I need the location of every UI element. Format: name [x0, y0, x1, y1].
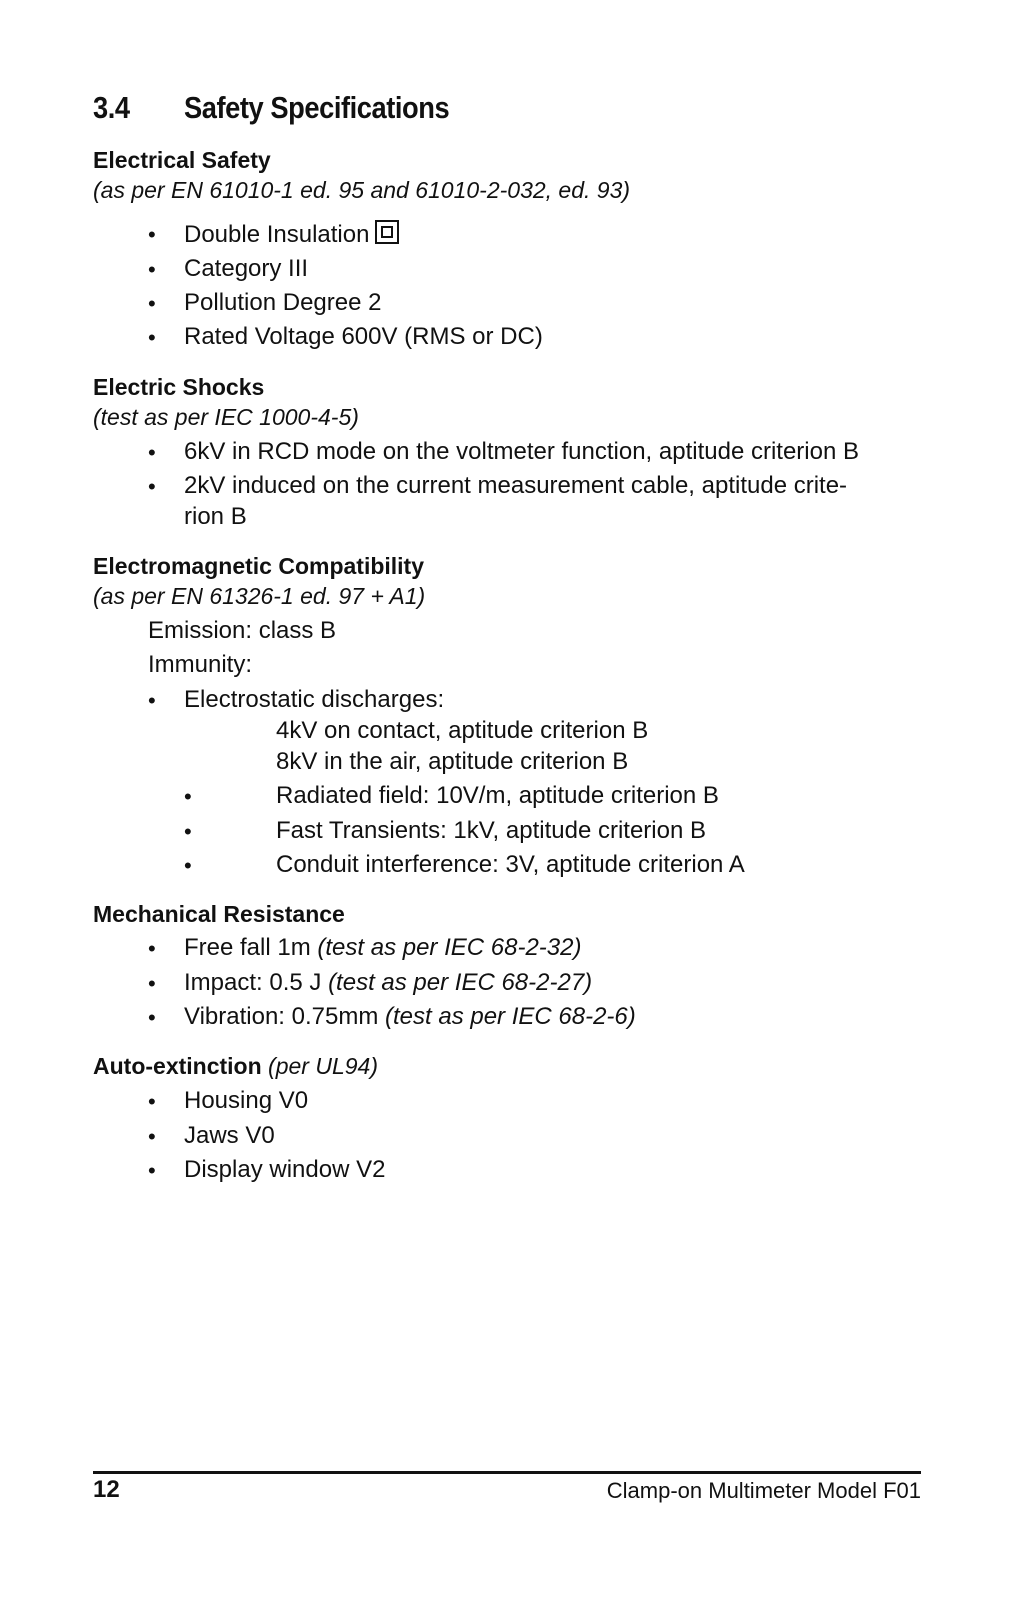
emc-standard: (as per EN 61326-1 ed. 97 + A1) [93, 583, 426, 609]
electric-shocks-standard: (test as per IEC 1000-4-5) [93, 404, 359, 430]
bullet: • [184, 853, 192, 878]
document-title: Clamp-on Multimeter Model F01 [606, 1478, 921, 1503]
list-item: Jaws V0 [184, 1122, 275, 1149]
bullet: • [148, 440, 156, 465]
electric-shocks-title: Electric Shocks [93, 374, 265, 400]
section-number: 3.4 [93, 90, 130, 125]
emc-emission: Emission: class B [148, 617, 337, 644]
auto-extinction-note: (per UL94) [268, 1053, 378, 1079]
auto-extinction-heading [93, 1053, 378, 1080]
list-item-text: Vibration: 0.75mm [184, 1003, 385, 1030]
double-insulation-icon [375, 220, 399, 244]
list-item-note: (test as per IEC 68-2-27) [328, 969, 593, 996]
list-item: Category III [184, 255, 309, 282]
list-item: Electrostatic discharges: [184, 686, 445, 713]
bullet: • [148, 688, 156, 713]
list-item: Housing V0 [184, 1087, 309, 1114]
auto-extinction-title: Auto-extinction [93, 1053, 262, 1079]
page-number: 12 [93, 1476, 120, 1503]
bullet: • [184, 819, 192, 844]
mechanical-title: Mechanical Resistance [93, 901, 345, 927]
list-item [184, 969, 592, 997]
list-item-text: Free fall 1m [184, 934, 318, 961]
list-item-note: (test as per IEC 68-2-6) [385, 1003, 636, 1030]
list-item-continuation: rion B [184, 503, 247, 530]
electrical-safety-title: Electrical Safety [93, 147, 271, 173]
list-item: Pollution Degree 2 [184, 289, 382, 316]
list-subitem: 8kV in the air, aptitude criterion B [276, 748, 629, 775]
list-item: Display window V2 [184, 1156, 386, 1183]
bullet: • [148, 474, 156, 499]
list-item [184, 1003, 636, 1031]
list-item-text: Impact: 0.5 J [184, 969, 329, 996]
list-item: Fast Transients: 1kV, aptitude criterion B [276, 817, 706, 844]
bullet: • [148, 1124, 156, 1149]
bullet: • [148, 936, 156, 961]
electrical-safety-standard: (as per EN 61010-1 ed. 95 and 61010-2-032, ed. 93) [93, 177, 631, 203]
bullet: • [148, 971, 156, 996]
emc-title: Electromagnetic Compatibility [93, 553, 425, 579]
list-item: Rated Voltage 600V (RMS or DC) [184, 323, 543, 350]
bullet: • [148, 257, 156, 282]
emc-immunity: Immunity: [148, 651, 253, 678]
bullet: • [148, 1089, 156, 1114]
footer-rule [93, 1471, 921, 1474]
list-item: 6kV in RCD mode on the voltmeter function, aptitude criterion B [184, 438, 859, 465]
list-item-note: (test as per IEC 68-2-32) [317, 934, 582, 961]
bullet: • [148, 222, 156, 247]
list-item: 2kV induced on the current measurement cable, aptitude crite- [184, 472, 848, 499]
section-title: Safety Specifications [184, 90, 450, 125]
bullet: • [184, 784, 192, 809]
list-item [184, 220, 399, 249]
list-item: Conduit interference: 3V, aptitude criterion A [276, 851, 745, 878]
bullet: • [148, 291, 156, 316]
list-item-text: Double Insulation [184, 221, 370, 248]
list-item: Radiated field: 10V/m, aptitude criterion B [276, 782, 719, 809]
list-subitem: 4kV on contact, aptitude criterion B [276, 717, 649, 744]
bullet: • [148, 325, 156, 350]
list-item [184, 934, 581, 962]
bullet: • [148, 1158, 156, 1183]
bullet: • [148, 1005, 156, 1030]
